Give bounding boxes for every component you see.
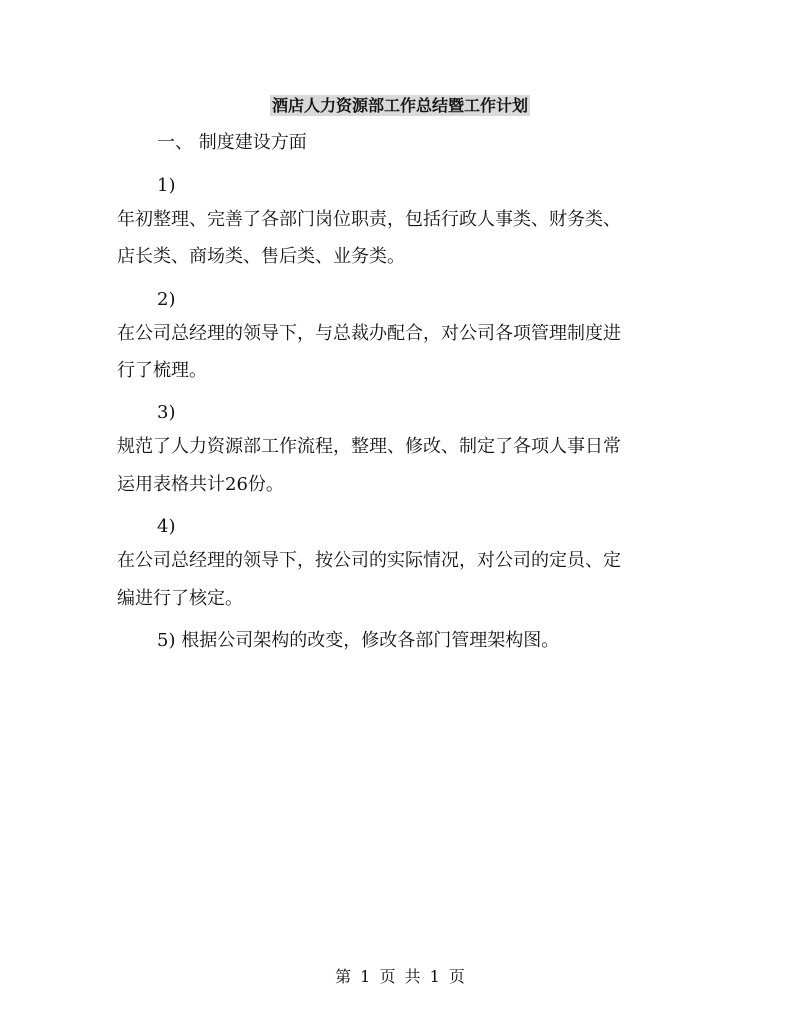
item-number-4: 4) [157,516,176,537]
item-number-2: 2) [157,289,176,310]
page-footer: 第 1 页 共 1 页 [335,967,465,986]
item-2-line-1: 在公司总经理的领导下，与总裁办配合，对公司各项管理制度进 [117,323,621,344]
item-3-line-1: 规范了人力资源部工作流程，整理、修改、制定了各项人事日常 [117,436,621,457]
item-number-1: 1) [157,175,176,196]
item-1-line-2: 店长类、商场类、售后类、业务类。 [117,246,405,267]
item-4-line-1: 在公司总经理的领导下，按公司的实际情况，对公司的定员、定 [117,550,621,571]
item-2-line-2: 行了梳理。 [117,360,207,381]
item-1-line-1: 年初整理、完善了各部门岗位职责，包括行政人事类、财务类、 [117,209,621,230]
item-4-line-2: 编进行了核定。 [117,588,243,609]
item-number-3: 3) [157,402,176,423]
section-heading: 一、 制度建设方面 [157,132,307,153]
item-3-line-2: 运用表格共计26份。 [117,474,284,495]
document-title-text: 酒店人力资源部工作总结暨工作计划 [271,96,528,115]
item-5-line: 5) 根据公司架构的改变，修改各部门管理架构图。 [157,630,560,651]
document-title [0,94,800,118]
